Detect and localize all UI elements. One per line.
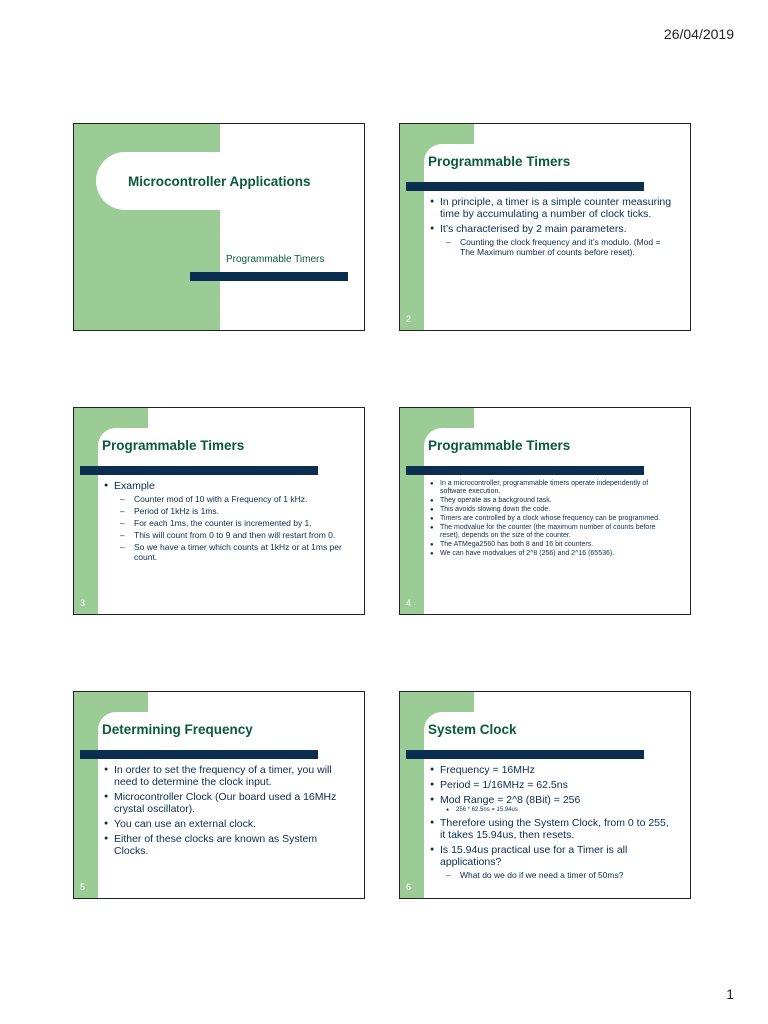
slide-1 [73,123,365,331]
slide-number: 3 [80,598,86,608]
slide-rule [406,750,644,759]
slide-number: 4 [406,598,412,608]
bullet-item: ● Example – Counter mod of 10 with a Frequency of 1 kHz. – Period of 1kHz is 1ms. – For each 1ms, the counter is incremented by 1. – This will count from 0 to 9 and then will restart from 0. – So we have a timer which counts at 1kHz or at 1ms per count. [104,480,350,562]
slide-rule [80,750,318,759]
bullet-item: ● They operate as a background task. [430,497,676,505]
slide-title: Programmable Timers [102,438,245,453]
slide-number: 2 [406,314,412,324]
bullet-item: ● We can have modvalues of 2^8 (256) and 2^16 (65536). [430,550,676,558]
bullet-item: ● Mod Range = 2^8 (8Bit) = 256 ● 256 * 62.5ns = 15.94us [430,794,676,814]
slide-bullets [430,764,676,883]
bullet-item: ● This avoids slowing down the code. [430,506,676,514]
slide-rule [406,182,644,191]
slide-5 [73,691,365,899]
slide-title: Programmable Timers [428,438,571,453]
slide-rule [406,466,644,475]
bullet-item: ● You can use an external clock. [104,818,350,830]
slide-bullets [104,764,350,860]
bullet-item: ● Is 15.94us practical use for a Timer is all applications? – What do we do if we need a timer of 50ms? [430,844,676,880]
sub-bullet-item: – Period of 1kHz is 1ms. [114,506,350,516]
sub-bullet-item: – This will count from 0 to 9 and then will restart from 0. [114,530,350,540]
sub-bullet-item: – Counting the clock frequency and it’s modulo. (Mod = The Maximum number of counts before reset). [440,237,676,257]
bullet-item: ● Therefore using the System Clock, from 0 to 255, it takes 15.94us, then resets. [430,817,676,841]
slide-title: System Clock [428,722,517,737]
bullet-item: ● In order to set the frequency of a timer, you will need to determine the clock input. [104,764,350,788]
bullet-item: ● Timers are controlled by a clock whose frequency can be programmed. [430,515,676,523]
slide-3 [73,407,365,615]
sub-sub-bullet-item: ● 256 * 62.5ns = 15.94us [440,807,676,814]
sub-bullet-item: – For each 1ms, the counter is incremented by 1. [114,518,350,528]
bullet-item: ● In principle, a timer is a simple counter measuring time by accumulating a number of clock ticks. [430,196,676,220]
bullet-item: ● The modvalue for the counter (the maximum number of counts before reset), depends on the size of the counter. [430,524,676,540]
slide-title: Determining Frequency [102,722,253,737]
bullet-item: ● Microcontroller Clock (Our board used a 16MHz crystal oscillator). [104,791,350,815]
bullet-item: ● Frequency = 16MHz [430,764,676,776]
slide-number: 5 [80,882,86,892]
bullet-item: ● Either of these clocks are known as System Clocks. [104,833,350,857]
bullet-item: ● Period = 1/16MHz = 62.5ns [430,779,676,791]
slide-title: Programmable Timers [428,154,571,169]
slide-4 [399,407,691,615]
sub-bullet-item: – What do we do if we need a timer of 50ms? [440,870,676,880]
sub-bullet-item: – So we have a timer which counts at 1kHz or at 1ms per count. [114,542,350,562]
slide-rule [80,466,318,475]
slide-rule [190,272,348,281]
slide-6 [399,691,691,899]
slide-bullets [430,480,676,559]
bullet-item: ● It’s characterised by 2 main parameters. – Counting the clock frequency and it’s modulo. (Mod = The Maximum number of counts before reset). [430,223,676,257]
page-date: 26/04/2019 [663,26,734,42]
page-number: 1 [726,986,734,1002]
slide-main-title: Microcontroller Applications [128,174,311,189]
slide-2 [399,123,691,331]
slide-bullets [104,480,350,565]
slide-bullets [430,196,676,260]
sub-bullet-item: – Counter mod of 10 with a Frequency of 1 kHz. [114,494,350,504]
bullet-item: ● The ATMega2560 has both 8 and 16 bit counters. [430,541,676,549]
slide-subtitle: Programmable Timers [226,254,325,265]
slide-number: 6 [406,882,412,892]
bullet-item: ● In a microcontroller, programmable timers operate independently of software execution. [430,480,676,496]
